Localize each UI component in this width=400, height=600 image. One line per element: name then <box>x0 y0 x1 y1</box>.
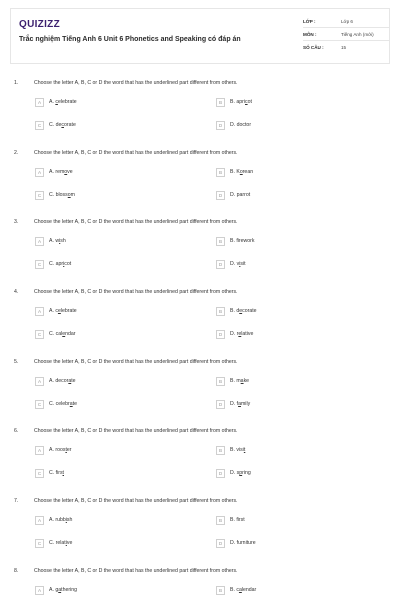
option-text: A. celebrate <box>49 308 77 314</box>
answer-option-b[interactable] <box>216 167 253 177</box>
option-text: D. doctor <box>230 122 252 128</box>
option-letter-box: D <box>216 260 225 269</box>
option-text: C. celebrate <box>49 401 77 407</box>
option-letter-box: C <box>35 121 44 130</box>
option-letter-box: C <box>35 539 44 548</box>
option-text: A. remove <box>49 169 73 175</box>
question-number: 1. <box>14 80 19 86</box>
answer-option-d[interactable] <box>216 399 250 409</box>
answer-option-b[interactable] <box>216 585 256 595</box>
option-letter-box: B <box>216 307 225 316</box>
option-text: C. apricot <box>49 261 72 267</box>
option-letter-box: B <box>216 237 225 246</box>
answer-option-b[interactable] <box>216 376 249 386</box>
question-number: 5. <box>14 359 19 365</box>
option-letter-box: A <box>35 446 44 455</box>
option-text: D. relative <box>230 331 254 337</box>
answer-option-c[interactable] <box>35 259 71 269</box>
option-text: D. parrot <box>230 192 251 198</box>
answer-option-a[interactable] <box>35 97 77 107</box>
option-text: A. celebrate <box>49 99 77 105</box>
answer-option-a[interactable] <box>35 515 72 525</box>
question-number: 8. <box>14 568 19 574</box>
answer-option-c[interactable] <box>35 190 75 200</box>
option-text: C. blossom <box>49 192 75 198</box>
answer-option-d[interactable] <box>216 468 251 478</box>
question-text: Choose the letter A, B, C or D the word that has the underlined part different from others. <box>34 80 238 86</box>
question-text: Choose the letter A, B, C or D the word that has the underlined part different from others. <box>34 150 238 156</box>
option-text: A. rooster <box>49 447 72 453</box>
answer-option-a[interactable] <box>35 585 77 595</box>
option-text: C. calendar <box>49 331 76 337</box>
meta-label: SỐ CÂU : <box>303 45 324 50</box>
answer-option-b[interactable] <box>216 236 255 246</box>
answer-option-d[interactable] <box>216 120 251 130</box>
option-text: A. wish <box>49 238 66 244</box>
option-letter-box: D <box>216 191 225 200</box>
answer-option-d[interactable] <box>216 259 246 269</box>
question-text: Choose the letter A, B, C or D the word that has the underlined part different from others. <box>34 498 238 504</box>
option-letter-box: B <box>216 168 225 177</box>
option-text: B. firework <box>230 238 255 244</box>
meta-value: Lớp 6 <box>341 18 353 24</box>
answer-option-d[interactable] <box>216 190 250 200</box>
option-letter-box: C <box>35 191 44 200</box>
option-text: B. make <box>230 378 250 384</box>
option-text: A. rubbish <box>49 517 73 523</box>
question-text: Choose the letter A, B, C or D the word that has the underlined part different from others. <box>34 359 238 365</box>
option-letter-box: D <box>216 400 225 409</box>
option-letter-box: D <box>216 330 225 339</box>
option-text: C. first <box>49 470 64 476</box>
answer-option-a[interactable] <box>35 306 77 316</box>
option-letter-box: B <box>216 586 225 595</box>
worksheet-header <box>10 8 390 64</box>
option-letter-box: D <box>216 121 225 130</box>
question-text: Choose the letter A, B, C or D the word that has the underlined part different from others. <box>34 568 238 574</box>
option-letter-box: A <box>35 237 44 246</box>
option-text: B. decorate <box>230 308 257 314</box>
answer-option-c[interactable] <box>35 399 77 409</box>
option-text: B. apricot <box>230 99 252 105</box>
option-letter-box: B <box>216 377 225 386</box>
question-number: 6. <box>14 428 19 434</box>
answer-option-b[interactable] <box>216 306 257 316</box>
question-number: 2. <box>14 150 19 156</box>
option-letter-box: B <box>216 516 225 525</box>
quizizz-logo: QUIZIZZ <box>19 19 60 30</box>
answer-option-a[interactable] <box>35 167 73 177</box>
option-letter-box: C <box>35 260 44 269</box>
option-text: D. spring <box>230 470 251 476</box>
question-text: Choose the letter A, B, C or D the word that has the underlined part different from others. <box>34 289 238 295</box>
option-letter-box: A <box>35 168 44 177</box>
answer-option-c[interactable] <box>35 120 76 130</box>
option-text: B. first <box>230 517 245 523</box>
answer-option-a[interactable] <box>35 236 66 246</box>
option-letter-box: A <box>35 307 44 316</box>
option-text: B. Korean <box>230 169 254 175</box>
question-text: Choose the letter A, B, C or D the word that has the underlined part different from others. <box>34 428 238 434</box>
answer-option-c[interactable] <box>35 329 76 339</box>
option-letter-box: C <box>35 469 44 478</box>
answer-option-a[interactable] <box>35 445 72 455</box>
option-text: A. gathering <box>49 587 77 593</box>
option-letter-box: A <box>35 377 44 386</box>
meta-label: LỚP : <box>303 18 316 24</box>
question-number: 7. <box>14 498 19 504</box>
meta-row-subject <box>303 28 389 41</box>
option-text: B. visit <box>230 447 246 453</box>
answer-option-d[interactable] <box>216 329 253 339</box>
meta-value: 15 <box>341 45 347 50</box>
answer-option-b[interactable] <box>216 97 252 107</box>
answer-option-a[interactable] <box>35 376 76 386</box>
option-letter-box: D <box>216 469 225 478</box>
question-text: Choose the letter A, B, C or D the word that has the underlined part different from others. <box>34 219 238 225</box>
option-letter-box: A <box>35 586 44 595</box>
answer-option-b[interactable] <box>216 445 245 455</box>
question-number: 3. <box>14 219 19 225</box>
option-letter-box: B <box>216 98 225 107</box>
option-letter-box: A <box>35 98 44 107</box>
meta-row-count <box>303 41 389 54</box>
option-letter-box: C <box>35 330 44 339</box>
answer-option-d[interactable] <box>216 538 256 548</box>
option-text: C. decorate <box>49 122 76 128</box>
option-letter-box: A <box>35 516 44 525</box>
meta-value: Tiếng Anh (mới) <box>341 31 374 37</box>
meta-row-grade <box>303 15 389 28</box>
worksheet-meta <box>303 15 389 54</box>
page-title: Trắc nghiệm Tiếng Anh 6 Unit 6 Phonetics and Speaking có đáp án <box>19 36 241 43</box>
answer-option-c[interactable] <box>35 468 64 478</box>
answer-option-b[interactable] <box>216 515 245 525</box>
option-text: C. relative <box>49 540 73 546</box>
answer-option-c[interactable] <box>35 538 72 548</box>
option-text: D. family <box>230 401 251 407</box>
option-text: B. calendar <box>230 587 257 593</box>
option-letter-box: B <box>216 446 225 455</box>
option-letter-box: C <box>35 400 44 409</box>
option-text: A. decorate <box>49 378 76 384</box>
option-text: D. furniture <box>230 540 256 546</box>
option-letter-box: D <box>216 539 225 548</box>
meta-label: MÔN : <box>303 31 317 37</box>
option-text: D. visit <box>230 261 246 267</box>
question-number: 4. <box>14 289 19 295</box>
